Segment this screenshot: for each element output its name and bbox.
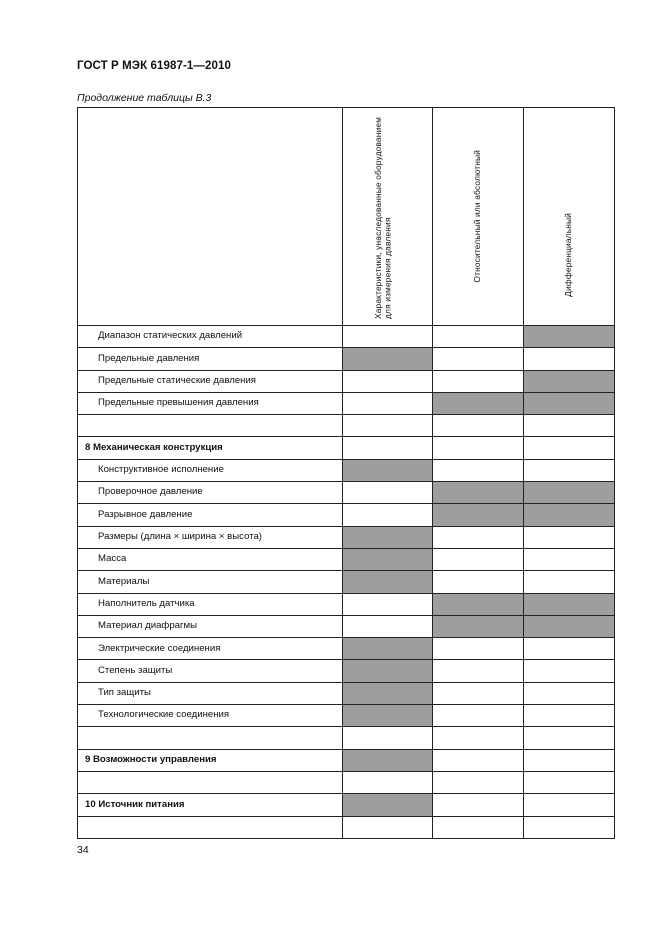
header-cell-differential (524, 108, 615, 326)
cell-relative-empty (433, 415, 524, 437)
table-caption: Продолжение таблицы В.3 (77, 92, 212, 104)
row-label-cell: Предельные давления (78, 348, 343, 370)
cell-inherited-shaded (343, 749, 433, 771)
table-row (78, 326, 615, 348)
cell-inherited-empty (343, 816, 433, 838)
table-row (78, 482, 615, 504)
cell-differential-empty (524, 526, 615, 548)
table-row (78, 571, 615, 593)
cell-differential-empty (524, 459, 615, 481)
row-label-cell: Предельные статические давления (78, 370, 343, 392)
cell-inherited-empty (343, 326, 433, 348)
cell-relative-empty (433, 571, 524, 593)
cell-differential-empty (524, 437, 615, 459)
cell-relative-empty (433, 816, 524, 838)
table-header-row (78, 108, 615, 326)
cell-differential-shaded (524, 504, 615, 526)
table-row (78, 771, 615, 793)
cell-relative-empty (433, 437, 524, 459)
cell-inherited-empty (343, 771, 433, 793)
row-label-cell (78, 727, 343, 749)
header-differential-text: Дифференциальный (563, 213, 574, 297)
cell-inherited-empty (343, 482, 433, 504)
cell-differential-shaded (524, 482, 615, 504)
cell-differential-shaded (524, 326, 615, 348)
cell-relative-empty (433, 794, 524, 816)
cell-differential-empty (524, 749, 615, 771)
cell-inherited-empty (343, 392, 433, 414)
table-row (78, 660, 615, 682)
cell-inherited-empty (343, 504, 433, 526)
cell-inherited-shaded (343, 571, 433, 593)
header-inherited-text: Характеристики, унаследованные оборудованием для измерения давления (372, 116, 393, 319)
cell-inherited-shaded (343, 638, 433, 660)
row-label-cell: Диапазон статических давлений (78, 326, 343, 348)
cell-inherited-empty (343, 615, 433, 637)
row-label-cell: Материалы (78, 571, 343, 593)
table-row (78, 437, 615, 459)
table-row (78, 392, 615, 414)
cell-relative-empty (433, 348, 524, 370)
cell-relative-empty (433, 459, 524, 481)
cell-differential-empty (524, 660, 615, 682)
row-label-cell: Электрические соединения (78, 638, 343, 660)
cell-inherited-empty (343, 593, 433, 615)
cell-relative-empty (433, 771, 524, 793)
header-cell-empty (78, 108, 343, 326)
cell-inherited-shaded (343, 348, 433, 370)
table-row (78, 348, 615, 370)
cell-inherited-shaded (343, 660, 433, 682)
table-row (78, 615, 615, 637)
page-number: 34 (77, 844, 89, 856)
table-row (78, 593, 615, 615)
cell-relative-empty (433, 326, 524, 348)
cell-relative-empty (433, 638, 524, 660)
header-cell-inherited (343, 108, 433, 326)
cell-relative-shaded (433, 392, 524, 414)
cell-differential-empty (524, 682, 615, 704)
row-label-cell (78, 816, 343, 838)
table-row (78, 682, 615, 704)
cell-differential-empty (524, 348, 615, 370)
table-row (78, 749, 615, 771)
cell-relative-empty (433, 526, 524, 548)
table-row (78, 727, 615, 749)
cell-differential-empty (524, 794, 615, 816)
cell-inherited-shaded (343, 459, 433, 481)
cell-differential-empty (524, 638, 615, 660)
section-heading-cell: 8 Механическая конструкция (78, 437, 343, 459)
row-label-cell: Степень защиты (78, 660, 343, 682)
cell-relative-shaded (433, 615, 524, 637)
cell-differential-empty (524, 705, 615, 727)
section-heading-cell: 10 Источник питания (78, 794, 343, 816)
cell-inherited-empty (343, 437, 433, 459)
table-row (78, 794, 615, 816)
table-row (78, 459, 615, 481)
header-relative-text: Относительный или абсолютный (472, 150, 483, 283)
row-label-cell: Предельные превышения давления (78, 392, 343, 414)
cell-inherited-empty (343, 415, 433, 437)
cell-relative-empty (433, 727, 524, 749)
cell-differential-shaded (524, 370, 615, 392)
row-label-cell: Проверочное давление (78, 482, 343, 504)
cell-relative-shaded (433, 593, 524, 615)
document-code: ГОСТ Р МЭК 61987-1—2010 (77, 60, 231, 72)
cell-differential-shaded (524, 615, 615, 637)
cell-relative-empty (433, 370, 524, 392)
row-label-cell: Тип защиты (78, 682, 343, 704)
table-row (78, 638, 615, 660)
cell-inherited-empty (343, 370, 433, 392)
table-row (78, 415, 615, 437)
cell-inherited-shaded (343, 548, 433, 570)
cell-relative-empty (433, 705, 524, 727)
cell-inherited-shaded (343, 794, 433, 816)
cell-differential-shaded (524, 392, 615, 414)
cell-relative-shaded (433, 482, 524, 504)
row-label-cell (78, 771, 343, 793)
cell-differential-empty (524, 816, 615, 838)
cell-relative-empty (433, 749, 524, 771)
row-label-cell: Разрывное давление (78, 504, 343, 526)
cell-differential-empty (524, 571, 615, 593)
cell-relative-empty (433, 660, 524, 682)
table-row (78, 526, 615, 548)
spec-table (77, 107, 615, 839)
table-row (78, 705, 615, 727)
row-label-cell: Наполнитель датчика (78, 593, 343, 615)
cell-relative-empty (433, 682, 524, 704)
row-label-cell: Размеры (длина × ширина × высота) (78, 526, 343, 548)
table-row (78, 370, 615, 392)
row-label-cell (78, 415, 343, 437)
cell-differential-empty (524, 415, 615, 437)
cell-inherited-shaded (343, 526, 433, 548)
row-label-cell: Технологические соединения (78, 705, 343, 727)
cell-differential-empty (524, 548, 615, 570)
cell-relative-empty (433, 548, 524, 570)
cell-inherited-shaded (343, 682, 433, 704)
row-label-cell: Конструктивное исполнение (78, 459, 343, 481)
header-cell-relative (433, 108, 524, 326)
cell-relative-shaded (433, 504, 524, 526)
section-heading-cell: 9 Возможности управления (78, 749, 343, 771)
cell-inherited-shaded (343, 705, 433, 727)
cell-differential-shaded (524, 593, 615, 615)
cell-differential-empty (524, 727, 615, 749)
cell-differential-empty (524, 771, 615, 793)
cell-inherited-empty (343, 727, 433, 749)
table-row (78, 816, 615, 838)
row-label-cell: Масса (78, 548, 343, 570)
row-label-cell: Материал диафрагмы (78, 615, 343, 637)
table-row (78, 504, 615, 526)
table-row (78, 548, 615, 570)
